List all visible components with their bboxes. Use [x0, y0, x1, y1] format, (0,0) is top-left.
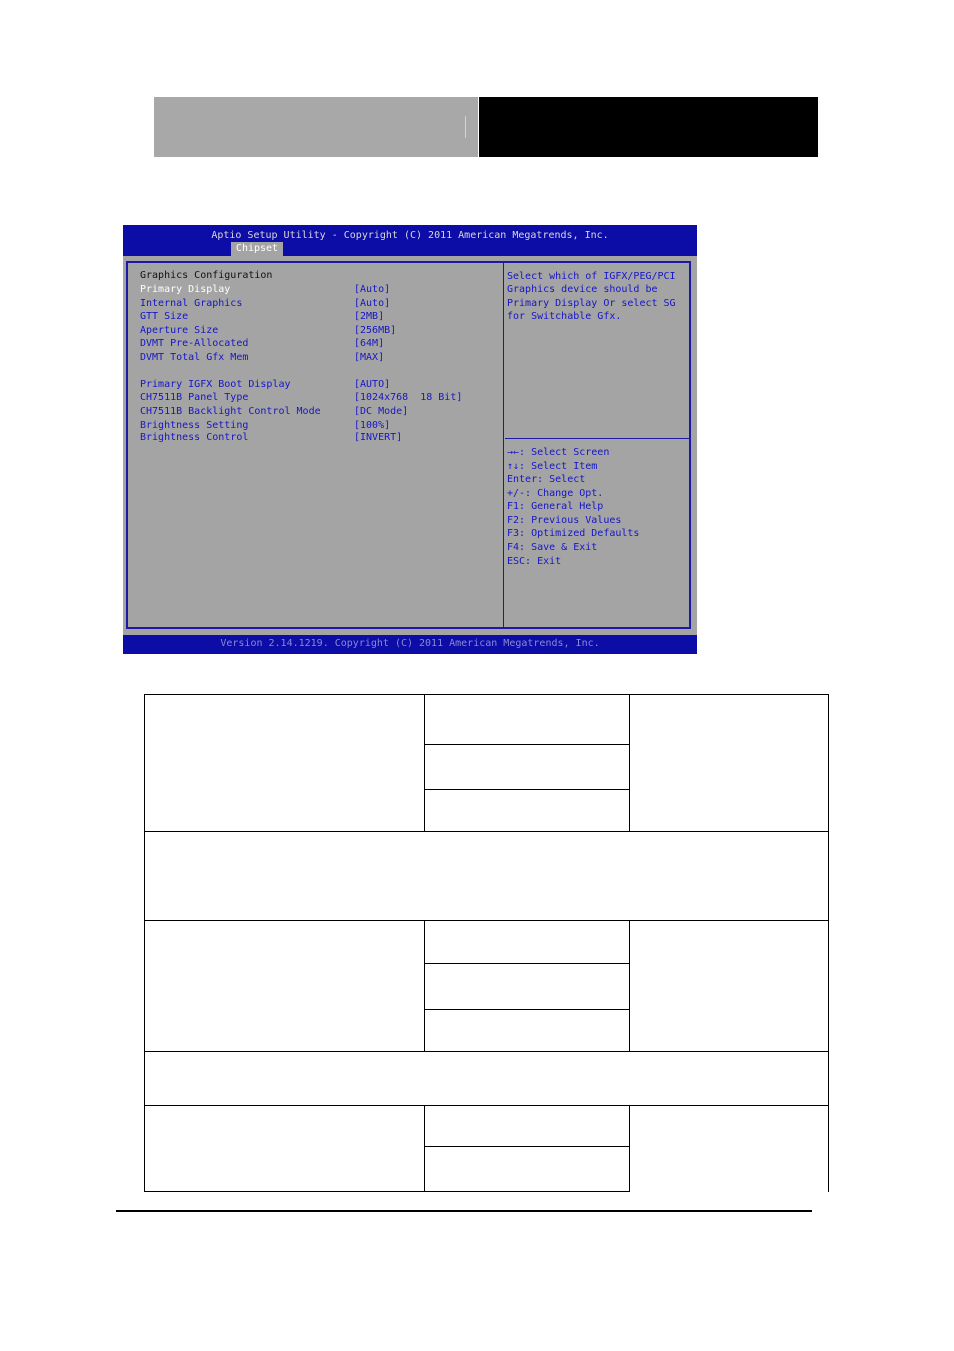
bios-screenshot — [123, 225, 697, 654]
table-cell-description — [144, 831, 829, 921]
header-banner-left — [154, 97, 478, 157]
table-cell-description — [144, 1051, 829, 1106]
tab-chipset[interactable]: Chipset — [231, 242, 283, 256]
setting-internal-graphics[interactable] — [140, 297, 391, 310]
table-cell-default — [629, 920, 829, 1052]
table-cell-option-value — [424, 789, 630, 832]
setting-label: CH7511B Backlight Control Mode — [140, 406, 321, 417]
version-line: Version 2.14.1219. Copyright (C) 2011 American Megatrends, Inc. — [220, 638, 600, 649]
setting-brightness-control[interactable] — [140, 431, 403, 444]
setting-label: Brightness Setting — [140, 420, 249, 431]
setting-label: Primary Display — [140, 284, 231, 295]
setting-label: GTT Size — [140, 311, 189, 322]
footer-rule — [116, 1210, 812, 1212]
table-cell-option-name — [144, 694, 425, 832]
table-cell-option-value — [424, 963, 630, 1010]
table-cell-option-value — [424, 1146, 630, 1192]
setting-gtt-size[interactable] — [140, 310, 385, 323]
key-help-esc: ESC: Exit — [507, 556, 562, 567]
table-cell-option-value — [424, 1105, 630, 1147]
setting-value[interactable]: [Auto] — [354, 298, 391, 309]
key-help-f1: F1: General Help — [507, 501, 604, 512]
setting-label: DVMT Total Gfx Mem — [140, 352, 249, 363]
bios-help-divider — [505, 438, 689, 439]
key-help-change-opt: +/-: Change Opt. — [507, 488, 604, 499]
setting-label: DVMT Pre-Allocated — [140, 338, 249, 349]
setting-aperture-size[interactable] — [140, 324, 397, 337]
key-help-enter: Enter: Select — [507, 474, 586, 485]
setting-label: Internal Graphics — [140, 298, 243, 309]
setting-dvmt-pre-allocated[interactable] — [140, 337, 385, 350]
table-cell-option-value — [424, 744, 630, 790]
setting-backlight-control-mode[interactable] — [140, 405, 409, 418]
key-help-f3: F3: Optimized Defaults — [507, 528, 640, 539]
setting-value[interactable]: [Auto] — [354, 284, 391, 295]
setting-value[interactable]: [256MB] — [354, 325, 397, 336]
setting-value[interactable]: [1024x768 18 Bit] — [354, 392, 463, 403]
key-help-f4: F4: Save & Exit — [507, 542, 598, 553]
bios-status-bar — [123, 635, 697, 654]
setting-primary-igfx-boot-display[interactable] — [140, 378, 391, 391]
setting-dvmt-total-gfx-mem[interactable] — [140, 351, 385, 364]
table-cell-option-name — [144, 1105, 425, 1192]
key-help-select-screen: →←: Select Screen — [507, 447, 610, 458]
table-cell-option-value — [424, 1009, 630, 1052]
setting-value[interactable]: [INVERT] — [354, 432, 403, 443]
header-divider — [465, 116, 466, 138]
bios-title-bar — [123, 225, 697, 256]
table-cell-option-value — [424, 694, 630, 745]
setting-value[interactable]: [64M] — [354, 338, 385, 349]
setting-value[interactable]: [100%] — [354, 420, 391, 431]
table-cell-default — [629, 694, 829, 832]
section-heading: Graphics Configuration — [140, 270, 273, 281]
bios-title: Aptio Setup Utility - Copyright (C) 2011 American Megatrends, Inc. — [211, 230, 609, 241]
table-cell-option-name — [144, 920, 425, 1052]
header-banner-right — [479, 97, 818, 157]
setting-value[interactable]: [MAX] — [354, 352, 385, 363]
help-text-line: Select which of IGFX/PEG/PCI — [507, 271, 676, 282]
help-text-line: for Switchable Gfx. — [507, 311, 622, 322]
key-help-f2: F2: Previous Values — [507, 515, 622, 526]
key-help-select-item: ↑↓: Select Item — [507, 461, 598, 472]
setting-label: Aperture Size — [140, 325, 219, 336]
setting-label: CH7511B Panel Type — [140, 392, 249, 403]
setting-value[interactable]: [AUTO] — [354, 379, 391, 390]
setting-panel-type[interactable] — [140, 391, 463, 404]
table-cell-option-value — [424, 920, 630, 964]
table-cell-default — [629, 1105, 829, 1192]
help-text-line: Graphics device should be — [507, 284, 658, 295]
setting-value[interactable]: [2MB] — [354, 311, 385, 322]
setting-label: Brightness Control — [140, 432, 249, 443]
bios-vertical-divider — [503, 262, 504, 628]
help-text-line: Primary Display Or select SG — [507, 298, 676, 309]
setting-value[interactable]: [DC Mode] — [354, 406, 409, 417]
setting-primary-display[interactable] — [140, 283, 391, 296]
setting-label: Primary IGFX Boot Display — [140, 379, 291, 390]
